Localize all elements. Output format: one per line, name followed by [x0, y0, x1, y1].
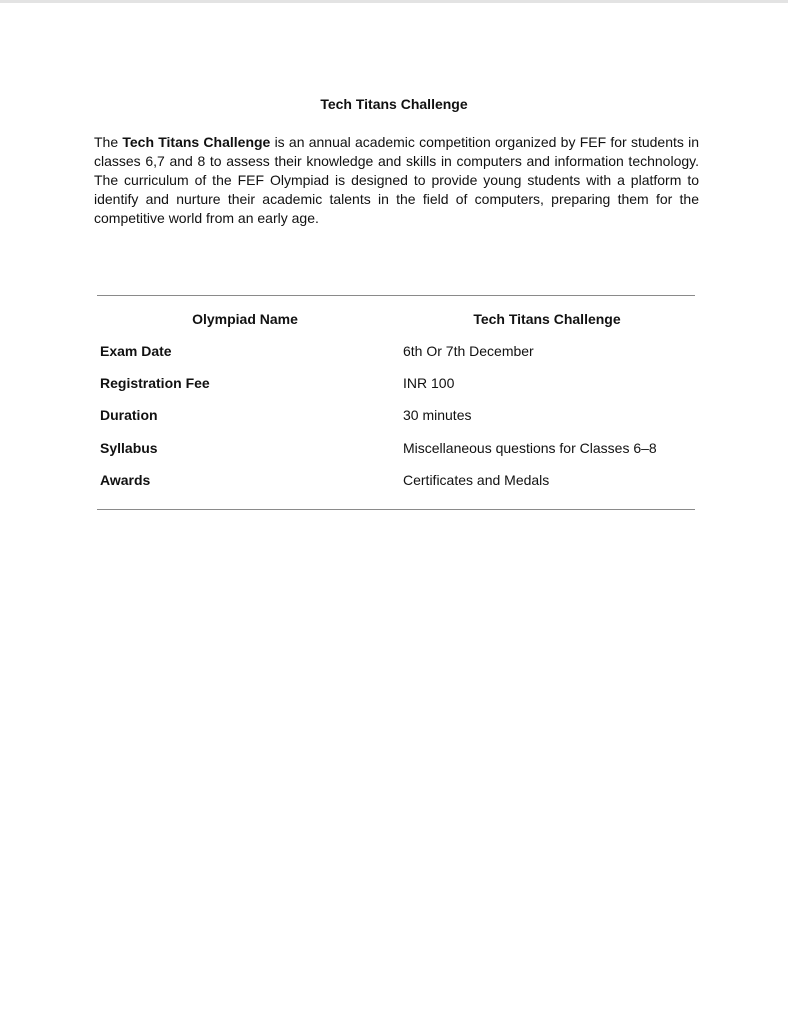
- row-value: Miscellaneous questions for Classes 6–8: [403, 440, 657, 456]
- table-row-duration: [97, 407, 695, 427]
- page-top-border: [0, 0, 788, 3]
- row-label: Registration Fee: [100, 375, 210, 391]
- table-row-awards: [97, 472, 695, 492]
- row-label: Exam Date: [100, 343, 172, 359]
- details-table: [97, 295, 695, 510]
- table-row-exam-date: [97, 343, 695, 363]
- row-value: 6th Or 7th December: [403, 343, 534, 359]
- intro-paragraph: [94, 133, 699, 228]
- row-value: 30 minutes: [403, 407, 472, 423]
- row-label: Duration: [100, 407, 158, 423]
- row-label: Awards: [100, 472, 151, 488]
- header-label-cell: Olympiad Name: [192, 311, 298, 327]
- row-value: Certificates and Medals: [403, 472, 550, 488]
- table-row-syllabus: [97, 440, 695, 460]
- table-header-row: [97, 311, 695, 331]
- document-title: Tech Titans Challenge: [320, 96, 468, 112]
- intro-body: is an annual academic competition organized by FEF for students in classes 6,7 and 8 to assess their knowledge and skills in computers and information technology. The curriculum of the FEF Olympiad is designed to provide young students with a platform to identify and nurture their academic talents in the field of computers, preparing them for the competitive world from an early age.: [94, 134, 699, 226]
- row-value: INR 100: [403, 375, 455, 391]
- intro-bold-name: Tech Titans Challenge: [122, 134, 271, 150]
- table-row-registration-fee: [97, 375, 695, 395]
- header-value-cell: Tech Titans Challenge: [473, 311, 621, 327]
- intro-prefix: The: [94, 134, 123, 150]
- row-label: Syllabus: [100, 440, 158, 456]
